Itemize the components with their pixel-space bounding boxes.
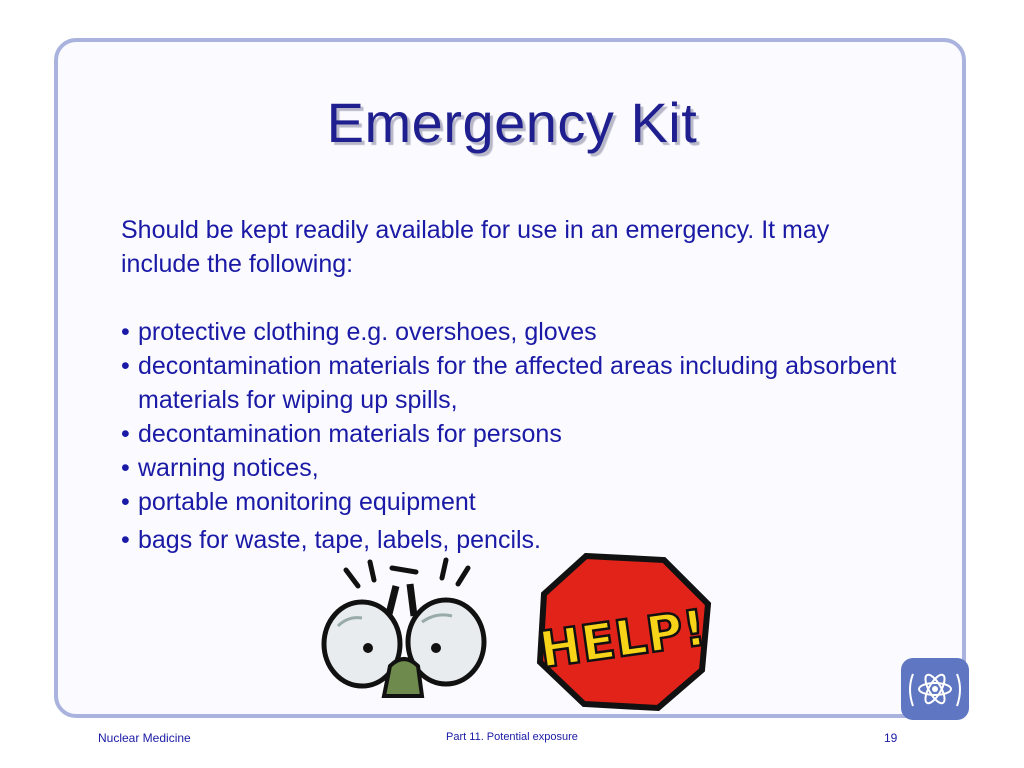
bullet-item: • warning notices, bbox=[121, 451, 901, 485]
bullet-item: • protective clothing e.g. overshoes, gloves bbox=[121, 315, 901, 349]
worried-face-icon bbox=[318, 556, 490, 706]
slide-title: Emergency Kit bbox=[326, 91, 698, 154]
bullet-item: • decontamination materials for persons bbox=[121, 417, 901, 451]
bullet-item: • bags for waste, tape, labels, pencils. bbox=[121, 523, 901, 557]
footer-course: Nuclear Medicine bbox=[98, 731, 191, 745]
intro-paragraph: Should be kept readily available for use in an emergency. It may include the following: bbox=[121, 216, 830, 278]
bullet-list bbox=[121, 315, 901, 557]
help-text: HELP! bbox=[535, 598, 710, 680]
footer-part: Part 11. Potential exposure bbox=[446, 731, 578, 743]
bullet-item: • decontamination materials for the affected areas including absorbent materials for wiping up spills, bbox=[121, 349, 901, 417]
iaea-logo-icon bbox=[899, 656, 971, 722]
help-sign-icon bbox=[534, 552, 712, 712]
slide-body bbox=[121, 213, 901, 557]
footer-page-number: 19 bbox=[884, 731, 898, 745]
bullet-item: • portable monitoring equipment bbox=[121, 485, 901, 519]
